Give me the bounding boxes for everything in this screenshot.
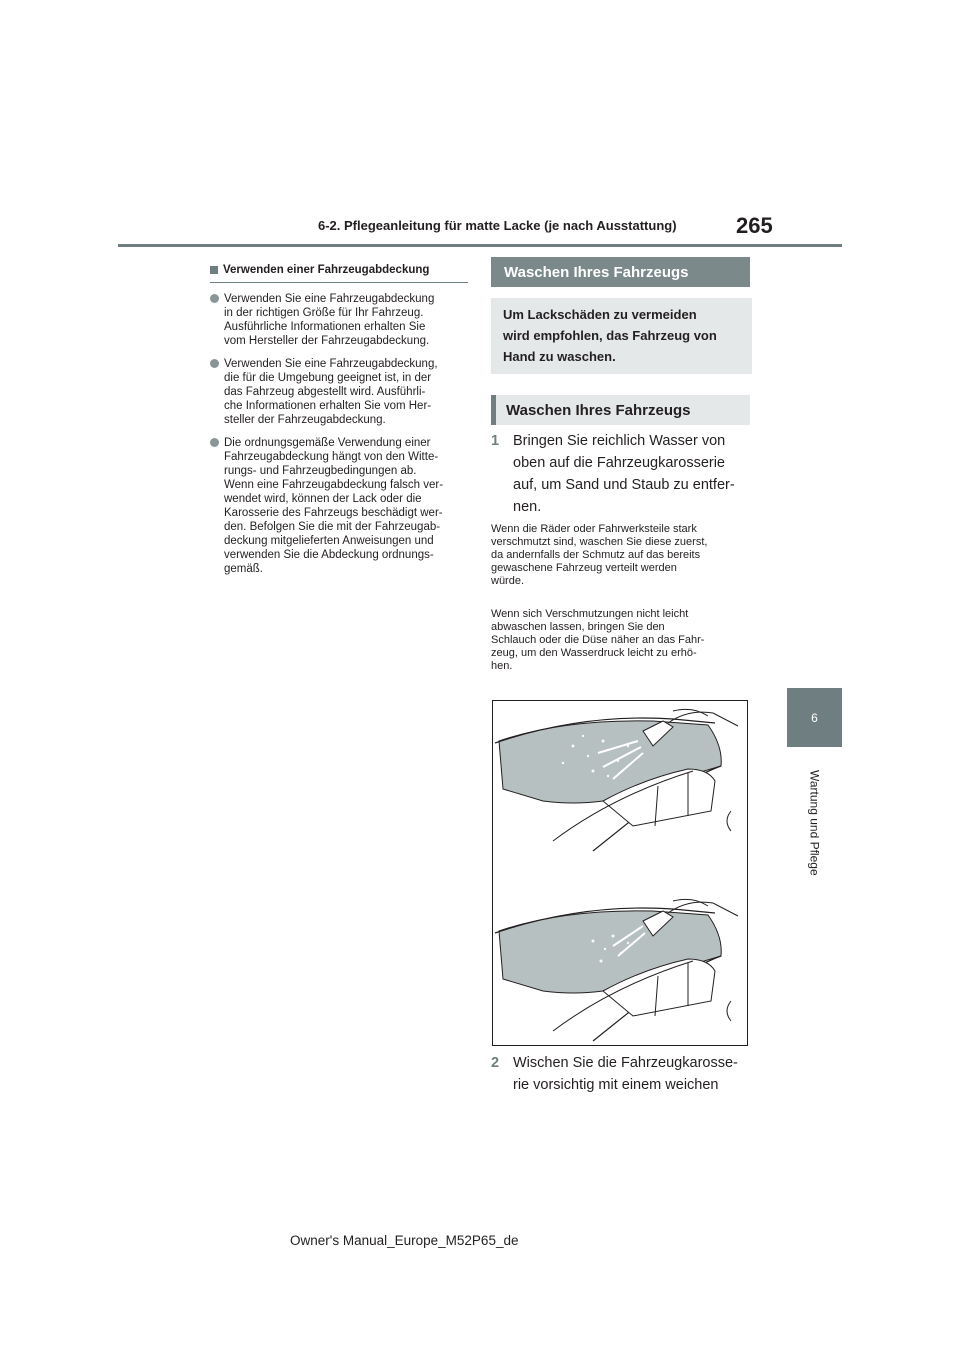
note-line: Wenn die Räder oder Fahrwerksteile stark bbox=[491, 523, 697, 535]
note-line: gewaschene Fahrzeug verteilt werden bbox=[491, 562, 677, 574]
chapter-label-box bbox=[787, 758, 842, 888]
header-divider bbox=[118, 244, 842, 247]
bullet-line: Fahrzeugabdeckung hängt von den Witte- bbox=[224, 451, 439, 463]
car-washing-drawing bbox=[493, 701, 747, 1045]
bullet-line: Die ordnungsgemäße Verwendung einer bbox=[224, 437, 431, 449]
step-number: 2 bbox=[491, 1055, 500, 1071]
step-line: Bringen Sie reichlich Wasser von bbox=[513, 433, 726, 449]
bullet-line: rungs- und Fahrzeugbedingungen ab. bbox=[224, 465, 417, 477]
step-line: rie vorsichtig mit einem weichen bbox=[513, 1077, 719, 1093]
chapter-number: 6 bbox=[811, 710, 818, 725]
note-line: hen. bbox=[491, 660, 513, 672]
bullet-line: den. Befolgen Sie die mit der Fahrzeugab- bbox=[224, 521, 441, 533]
step-number: 1 bbox=[491, 433, 500, 449]
note-paragraph bbox=[491, 523, 753, 588]
note-line: abwaschen lassen, bringen Sie den bbox=[491, 621, 665, 633]
step-line: auf, um Sand und Staub zu entfer- bbox=[513, 477, 735, 493]
step-1 bbox=[491, 430, 753, 518]
intro-box bbox=[491, 298, 752, 374]
bullet-line: vom Hersteller der Fahrzeugabdeckung. bbox=[224, 335, 430, 347]
bullet-line: wendet wird, können der Lack oder die bbox=[224, 493, 422, 505]
step-line: Wischen Sie die Fahrzeugkarosse- bbox=[513, 1055, 738, 1071]
footer-doc-id: Owner's Manual_Europe_M52P65_de bbox=[290, 1233, 519, 1248]
page-number: 265 bbox=[736, 213, 773, 238]
bullet-line: das Fahrzeug abgestellt wird. Ausführli- bbox=[224, 386, 426, 398]
chapter-label: Wartung und Pflege bbox=[807, 770, 822, 876]
bullet-dot-icon bbox=[210, 359, 219, 368]
intro-line: Um Lackschäden zu vermeiden bbox=[503, 307, 697, 322]
bullet-line: Verwenden Sie eine Fahrzeugabdeckung, bbox=[224, 358, 438, 370]
note-line: würde. bbox=[491, 575, 525, 587]
bullet-line: Wenn eine Fahrzeugabdeckung falsch ver- bbox=[224, 479, 444, 491]
bullet-line: deckung mitgelieferten Anweisungen und bbox=[224, 535, 434, 547]
section-title: 6-2. Pflegeanleitung für matte Lacke (je nach Ausstattung) bbox=[318, 218, 677, 233]
subsection-heading bbox=[210, 264, 468, 283]
chapter-tab bbox=[787, 688, 842, 747]
step-2 bbox=[491, 1052, 753, 1096]
note-paragraph bbox=[491, 608, 753, 673]
intro-line: Hand zu waschen. bbox=[503, 349, 616, 364]
bullet-item bbox=[210, 357, 468, 427]
car-roof-top-view-2 bbox=[495, 899, 738, 1041]
intro-line: wird empfohlen, das Fahrzeug von bbox=[503, 328, 717, 343]
bullet-item bbox=[210, 292, 468, 348]
note-line: Schlauch oder die Düse näher an das Fahr- bbox=[491, 634, 705, 646]
square-bullet-icon bbox=[210, 266, 218, 274]
note-line: Wenn sich Verschmutzungen nicht leicht bbox=[491, 608, 689, 620]
bullet-line: Ausführliche Informationen erhalten Sie bbox=[224, 321, 426, 333]
bullet-line: steller der Fahrzeugabdeckung. bbox=[224, 414, 386, 426]
bullet-line: gemäß. bbox=[224, 563, 263, 575]
note-line: verschmutzt sind, waschen Sie diese zuerst, bbox=[491, 536, 708, 548]
bullet-dot-icon bbox=[210, 294, 219, 303]
subsection-header: Waschen Ihres Fahrzeugs bbox=[491, 395, 750, 425]
section-banner: Waschen Ihres Fahrzeugs bbox=[491, 257, 750, 287]
subsection-heading-text: Verwenden einer Fahrzeugabdeckung bbox=[223, 264, 430, 276]
bullet-line: in der richtigen Größe für Ihr Fahrzeug. bbox=[224, 307, 424, 319]
bullet-line: verwenden Sie die Abdeckung ordnungs- bbox=[224, 549, 434, 561]
bullet-line: Karosserie des Fahrzeugs beschädigt wer- bbox=[224, 507, 443, 519]
washing-illustration bbox=[492, 700, 748, 1046]
step-line: oben auf die Fahrzeugkarosserie bbox=[513, 455, 725, 471]
car-roof-top-view bbox=[495, 709, 738, 851]
bullet-dot-icon bbox=[210, 438, 219, 447]
note-line: zeug, um den Wasserdruck leicht zu erhö- bbox=[491, 647, 697, 659]
bullet-line: die für die Umgebung geeignet ist, in der bbox=[224, 372, 432, 384]
note-line: da andernfalls der Schmutz auf das bereits bbox=[491, 549, 701, 561]
bullet-line: che Informationen erhalten Sie vom Her- bbox=[224, 400, 432, 412]
left-column bbox=[210, 264, 468, 576]
step-line: nen. bbox=[513, 499, 542, 515]
bullet-line: Verwenden Sie eine Fahrzeugabdeckung bbox=[224, 293, 435, 305]
bullet-item bbox=[210, 436, 468, 576]
